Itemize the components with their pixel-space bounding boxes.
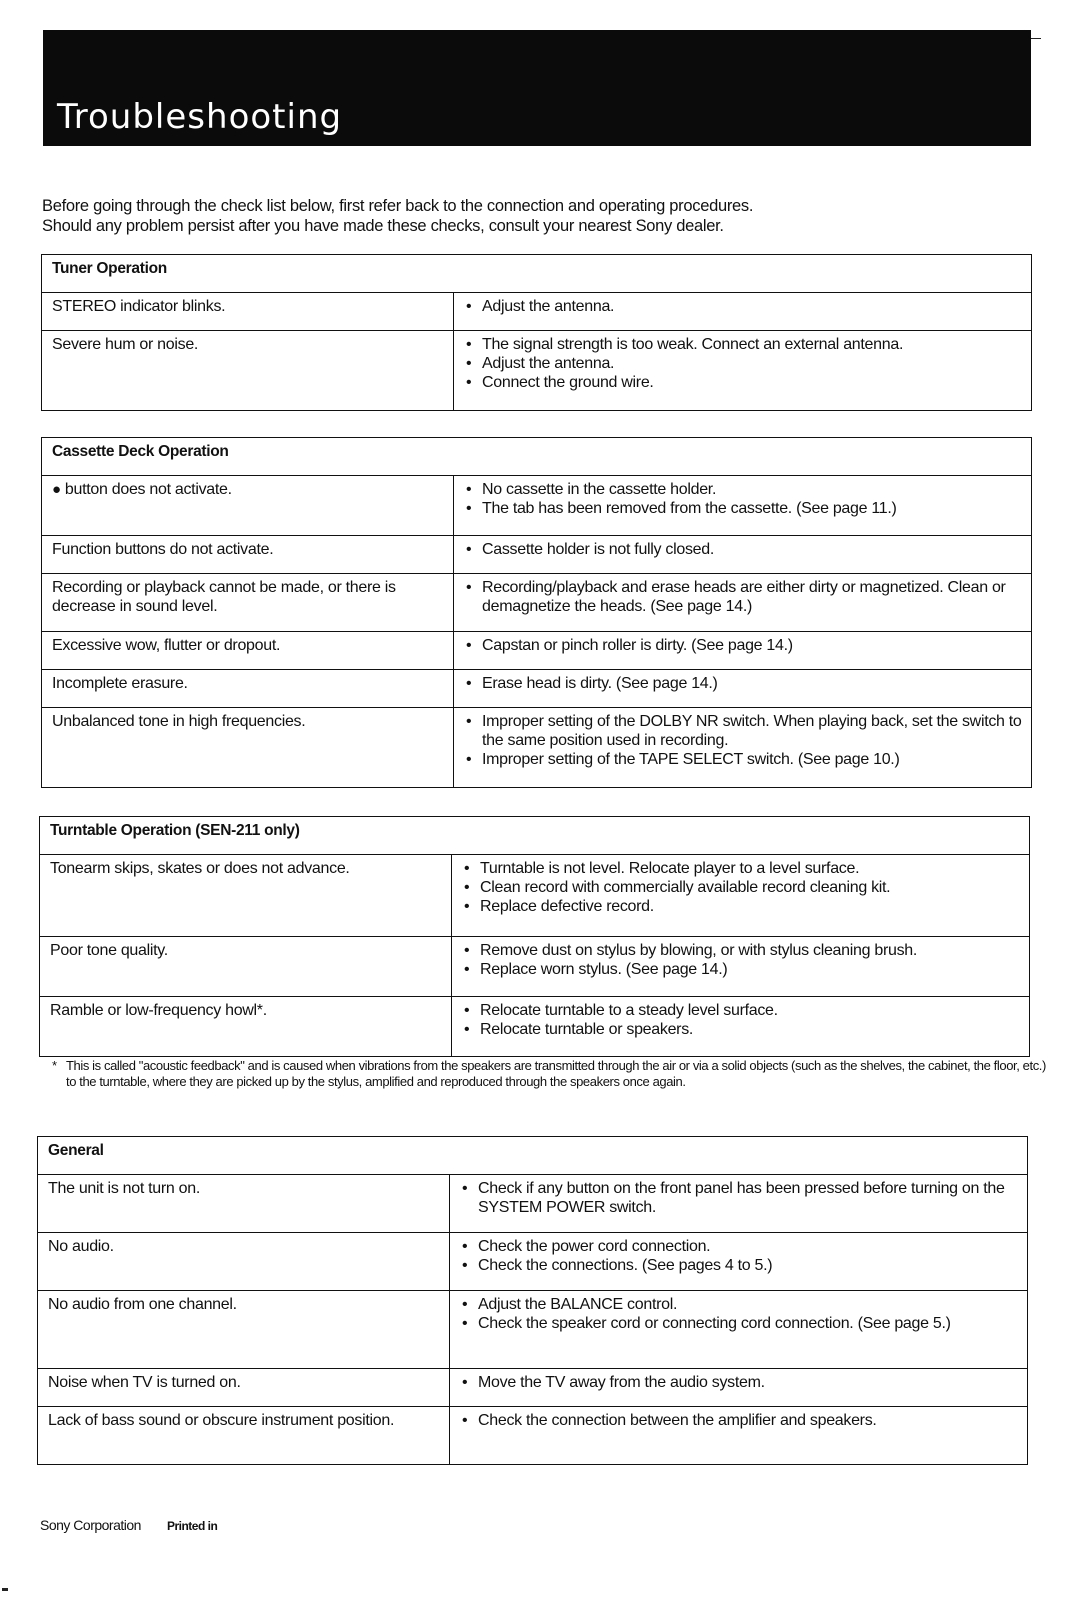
remedy-item: • Improper setting of the TAPE SELECT switch. (See page 10.)	[462, 750, 1023, 769]
remedy-item: • Check the speaker cord or connecting cord connection. (See page 5.)	[458, 1314, 1019, 1333]
table-row	[38, 1407, 1028, 1465]
remedy-item: • Cassette holder is not fully closed.	[462, 540, 1023, 559]
remedy-item: • The signal strength is too weak. Connect an external antenna.	[462, 335, 1023, 354]
remedy-cell	[454, 708, 1032, 788]
remedy-item: • Turntable is not level. Relocate player to a level surface.	[460, 859, 1021, 878]
symptom-cell: Tonearm skips, skates or does not advance.	[40, 855, 452, 937]
remedy-item: • Erase head is dirty. (See page 14.)	[462, 674, 1023, 693]
symptom-cell: Function buttons do not activate.	[42, 536, 454, 574]
symptom-cell: Lack of bass sound or obscure instrument position.	[38, 1407, 450, 1465]
remedy-item: • Remove dust on stylus by blowing, or with stylus cleaning brush.	[460, 941, 1021, 960]
section-heading: Cassette Deck Operation	[42, 438, 1032, 476]
table-row	[38, 1233, 1028, 1291]
table-row	[42, 574, 1032, 632]
remedy-cell	[450, 1407, 1028, 1465]
remedy-item: • Relocate turntable or speakers.	[460, 1020, 1021, 1039]
table-row	[40, 937, 1030, 997]
table-row	[42, 476, 1032, 536]
remedy-item: • Move the TV away from the audio system.	[458, 1373, 1019, 1392]
table-row	[42, 331, 1032, 411]
symptom-cell: Excessive wow, flutter or dropout.	[42, 632, 454, 670]
symptom-cell: STEREO indicator blinks.	[42, 293, 454, 331]
section-heading: Turntable Operation (SEN-211 only)	[40, 817, 1030, 855]
title-rule	[1031, 38, 1041, 39]
tuner-operation-table	[41, 254, 1032, 411]
remedy-cell	[450, 1233, 1028, 1291]
remedy-cell	[452, 997, 1030, 1057]
symptom-cell	[42, 476, 454, 536]
remedy-item: • Connect the ground wire.	[462, 373, 1023, 392]
corner-mark	[2, 1588, 8, 1591]
remedy-item: • Capstan or pinch roller is dirty. (See page 14.)	[462, 636, 1023, 655]
remedy-item: • Adjust the antenna.	[462, 297, 1023, 316]
remedy-cell	[452, 937, 1030, 997]
footnote-mark: *	[52, 1058, 57, 1073]
table-row	[42, 536, 1032, 574]
symptom-cell: No audio.	[38, 1233, 450, 1291]
remedy-item: • Adjust the antenna.	[462, 354, 1023, 373]
printed-in-text: Printed in	[166, 1519, 218, 1533]
remedy-cell	[452, 855, 1030, 937]
section-heading: General	[38, 1137, 1028, 1175]
remedy-item: • Clean record with commercially available record cleaning kit.	[460, 878, 1021, 897]
page-title: Troubleshooting	[57, 97, 343, 137]
table-row	[42, 708, 1032, 788]
symptom-cell: Noise when TV is turned on.	[38, 1369, 450, 1407]
table-row	[40, 997, 1030, 1057]
footer	[40, 1517, 217, 1533]
remedy-cell	[450, 1291, 1028, 1369]
table-row	[42, 670, 1032, 708]
section-heading: Tuner Operation	[42, 255, 1032, 293]
symptom-cell: The unit is not turn on.	[38, 1175, 450, 1233]
intro-text	[42, 196, 1042, 236]
remedy-item: • Adjust the BALANCE control.	[458, 1295, 1019, 1314]
remedy-item: • Relocate turntable to a steady level surface.	[460, 1001, 1021, 1020]
remedy-item: • Check the connection between the amplifier and speakers.	[458, 1411, 1019, 1430]
remedy-item: • Recording/playback and erase heads are either dirty or magnetized. Clean or demagnetize the heads. (See page 14.)	[462, 578, 1023, 616]
footnote	[52, 1058, 1051, 1090]
footnote-text: This is called "acoustic feedback" and is caused when vibrations from the speakers are transmitted through the air or via a solid objects (such as the shelves, the cabinet, the floor, etc.) to the turntable, where they are picked up by the stylus, amplified and reproduced through the speakers once again.	[66, 1058, 1046, 1089]
symptom-cell: Ramble or low-frequency howl*.	[40, 997, 452, 1057]
symptom-cell: Unbalanced tone in high frequencies.	[42, 708, 454, 788]
table-row	[38, 1291, 1028, 1369]
remedy-item: • No cassette in the cassette holder.	[462, 480, 1023, 499]
remedy-cell	[450, 1175, 1028, 1233]
remedy-cell	[454, 476, 1032, 536]
remedy-item: • Check the connections. (See pages 4 to 5.)	[458, 1256, 1019, 1275]
symptom-cell: Severe hum or noise.	[42, 331, 454, 411]
table-row	[42, 293, 1032, 331]
symptom-cell: No audio from one channel.	[38, 1291, 450, 1369]
remedy-item: • Improper setting of the DOLBY NR switch. When playing back, set the switch to the same position used in recording.	[462, 712, 1023, 750]
turntable-operation-table	[39, 816, 1030, 1057]
remedy-item: • Check the power cord connection.	[458, 1237, 1019, 1256]
remedy-item: • Replace worn stylus. (See page 14.)	[460, 960, 1021, 979]
remedy-cell	[454, 632, 1032, 670]
remedy-item: • Replace defective record.	[460, 897, 1021, 916]
intro-line: Before going through the check list below, first refer back to the connection and operating procedures.	[42, 197, 754, 215]
record-dot-icon: ●	[52, 481, 61, 498]
title-banner	[43, 30, 1031, 146]
remedy-cell	[450, 1369, 1028, 1407]
remedy-item: • Check if any button on the front panel has been pressed before turning on the SYSTEM POWER switch.	[458, 1179, 1019, 1217]
remedy-cell	[454, 536, 1032, 574]
remedy-cell	[454, 670, 1032, 708]
general-table	[37, 1136, 1028, 1465]
symptom-text: button does not activate.	[64, 481, 232, 498]
remedy-cell	[454, 574, 1032, 632]
intro-line: Should any problem persist after you have made these checks, consult your nearest Sony dealer.	[42, 217, 724, 235]
table-row	[42, 632, 1032, 670]
symptom-cell: Incomplete erasure.	[42, 670, 454, 708]
company-name: Sony Corporation	[40, 1517, 141, 1533]
table-row	[40, 855, 1030, 937]
symptom-cell: Recording or playback cannot be made, or there is decrease in sound level.	[42, 574, 454, 632]
table-row	[38, 1369, 1028, 1407]
remedy-cell	[454, 331, 1032, 411]
table-row	[38, 1175, 1028, 1233]
remedy-cell	[454, 293, 1032, 331]
symptom-cell: Poor tone quality.	[40, 937, 452, 997]
remedy-item: • The tab has been removed from the cassette. (See page 11.)	[462, 499, 1023, 518]
cassette-deck-table	[41, 437, 1032, 788]
